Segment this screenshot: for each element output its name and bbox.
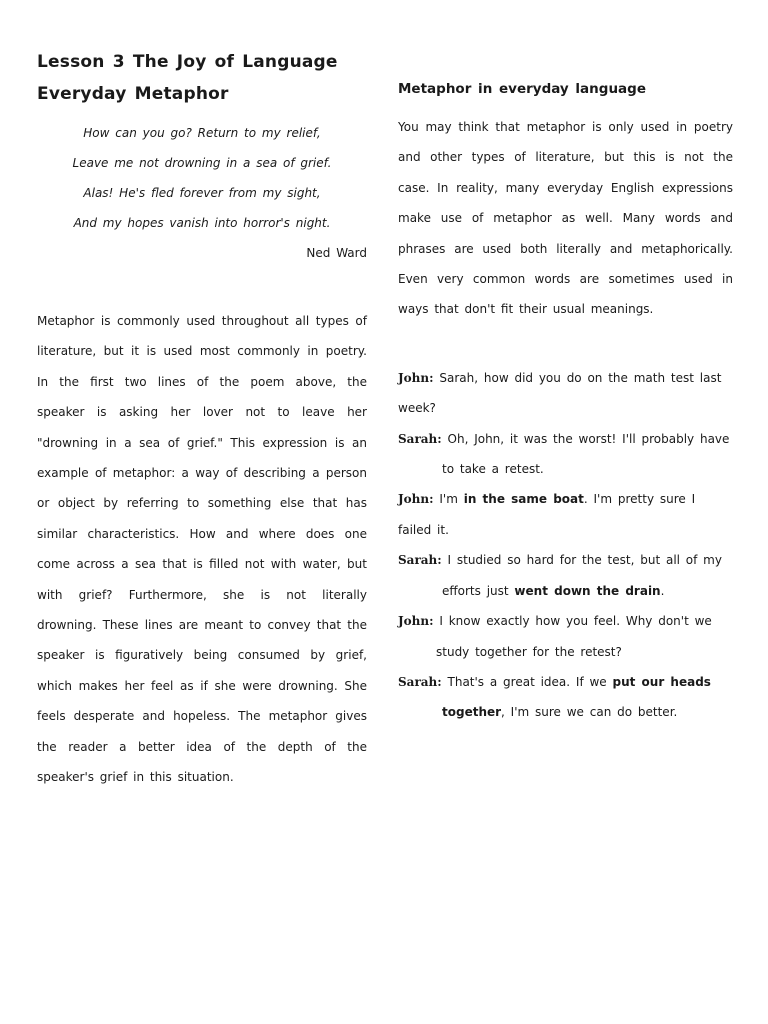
- everyday-metaphor-paragraph: You may think that metaphor is only used in poetry and other types of literature, but this is not the case. In reality, many everyday English expressions make use of metaphor as well. Many words and phrases are used both literally and metaphorically. Even very common words are sometimes used in ways that don't fit their usual meanings.: [398, 120, 733, 317]
- poem-line: Leave me not drowning in a sea of grief.: [72, 156, 332, 170]
- lesson-title: Lesson 3 The Joy of Language: [37, 52, 338, 72]
- idiom-highlight: together: [442, 705, 502, 720]
- dialogue-text: , I'm sure we can do better.: [501, 705, 678, 720]
- dialogue-text: Sarah, how did you do on the math test last: [433, 370, 722, 385]
- speaker-label: Sarah:: [398, 553, 442, 568]
- dialogue-text: .: [660, 583, 665, 598]
- dialogue-text: That's a great idea. If we: [441, 674, 613, 689]
- dialogue-text: I'm: [433, 492, 464, 507]
- speaker-label: John:: [398, 492, 434, 507]
- dialogue-turn: [398, 667, 733, 728]
- dialogue-text: Oh, John, it was the worst! I'll probably have: [441, 431, 730, 446]
- right-column: [398, 76, 733, 728]
- idiom-highlight: went down the drain: [514, 583, 661, 598]
- section-heading: Metaphor in everyday language: [398, 81, 646, 97]
- speaker-label: John:: [398, 370, 434, 385]
- dialogue-text: I studied so hard for the test, but all of my: [441, 553, 722, 568]
- metaphor-explanation-paragraph: Metaphor is commonly used throughout all types of literature, but it is used most commonly in poetry. In the first two lines of the poem above, the speaker is asking her lover not to leave her "drowning in a sea of grief." This expression is an example of metaphor: a way of describing a person or object by referring to something else that has similar characteristics. How and where does one come across a sea that is filled not with water, but with grief? Furthermore, she is not literally drowning. These lines are meant to convey that the speaker is figuratively being consumed by grief, which makes her feel as if she were drowning. She feels desperate and hopeless. The metaphor gives the reader a better idea of the depth of the speaker's grief in this situation.: [37, 314, 367, 785]
- dialogue-text: I know exactly how you feel. Why don't we: [433, 614, 712, 629]
- idiom-highlight: put our heads: [612, 674, 711, 689]
- poem-line: And my hopes vanish into horror's night.: [73, 216, 331, 230]
- dialogue: [398, 363, 733, 728]
- dialogue-turn: [398, 363, 733, 424]
- speaker-label: John:: [398, 614, 434, 629]
- dialogue-continuation: [398, 697, 733, 727]
- poem-author: Ned Ward: [306, 246, 367, 260]
- dialogue-turn: [398, 606, 733, 667]
- dialogue-text: efforts just: [442, 583, 515, 598]
- dialogue-turn: [398, 424, 733, 485]
- dialogue-continuation: [398, 576, 733, 606]
- idiom-highlight: in the same boat: [463, 492, 584, 507]
- dialogue-text: . I'm pretty sure I failed it.: [398, 492, 696, 537]
- lesson-subtitle: Everyday Metaphor: [37, 84, 229, 104]
- dialogue-text: study together for the retest?: [436, 644, 622, 659]
- dialogue-text: to take a retest.: [442, 462, 544, 477]
- speaker-label: Sarah:: [398, 674, 442, 689]
- poem-line: How can you go? Return to my relief,: [83, 126, 321, 140]
- poem: [37, 118, 367, 268]
- poem-line: Alas! He's fled forever from my sight,: [83, 186, 321, 200]
- dialogue-text: week?: [398, 401, 436, 416]
- dialogue-turn: [398, 484, 733, 545]
- dialogue-turn: [398, 545, 733, 606]
- speaker-label: Sarah:: [398, 431, 442, 446]
- left-column: [37, 46, 367, 793]
